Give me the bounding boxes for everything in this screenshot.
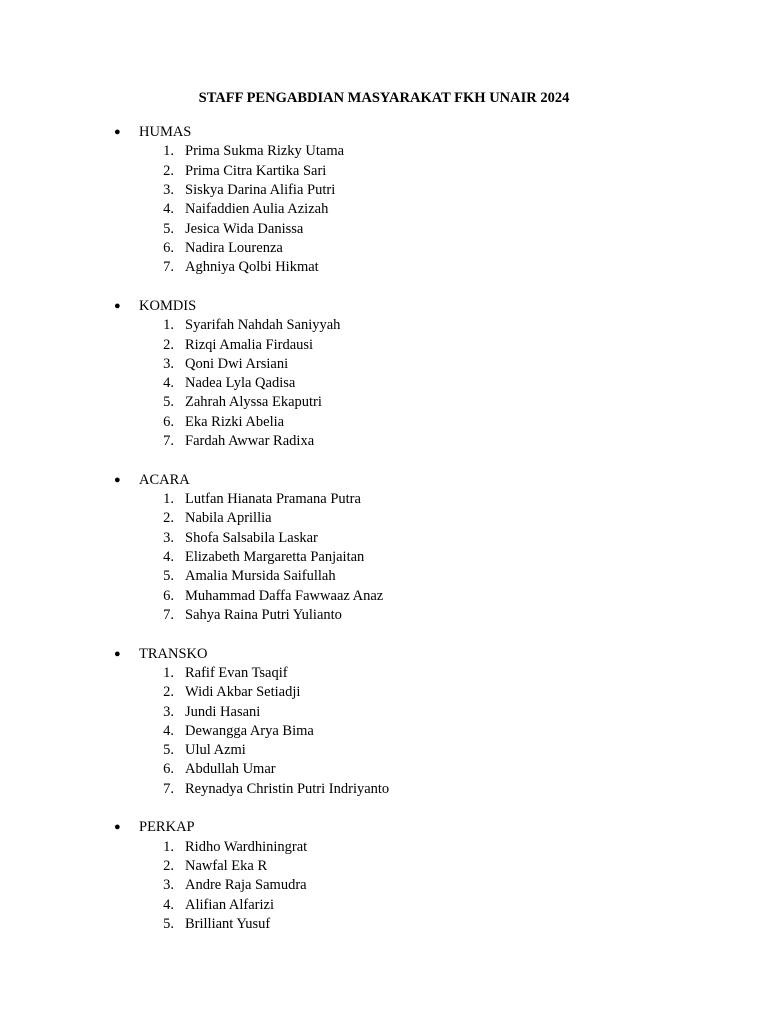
section-name: HUMAS: [139, 124, 192, 140]
list-item-number: 1.: [163, 664, 174, 681]
list-item-name: Sahya Raina Putri Yulianto: [185, 606, 342, 623]
section-perkap: [0, 818, 768, 934]
list-item: [0, 703, 768, 722]
list-item-number: 3.: [163, 529, 174, 546]
section-heading: [0, 123, 768, 142]
list-item: [0, 529, 768, 548]
list-item-name: Naifaddien Aulia Azizah: [185, 201, 329, 218]
list-item: [0, 355, 768, 374]
page-title: STAFF PENGABDIAN MASYARAKAT FKH UNAIR 2024: [198, 90, 570, 106]
list-item-number: 2.: [163, 858, 174, 875]
list-item-number: 4.: [163, 722, 174, 739]
list-item-name: Elizabeth Margaretta Panjaitan: [185, 549, 365, 565]
list-item-name: Nabila Aprillia: [185, 510, 272, 527]
section-komdis: [0, 297, 768, 451]
member-list: [0, 316, 768, 451]
list-item-number: 3.: [163, 355, 174, 372]
list-item-number: 4.: [163, 201, 174, 218]
list-item-number: 3.: [163, 181, 174, 198]
member-list: [0, 490, 768, 625]
list-item-name: Andre Raja Samudra: [185, 877, 307, 894]
bullet-icon: ●: [114, 299, 121, 312]
list-item-number: 7.: [163, 606, 174, 623]
list-item-name: Abdullah Umar: [185, 761, 276, 778]
list-item: [0, 876, 768, 895]
bullet-icon: ●: [114, 473, 121, 486]
list-item-number: 3.: [163, 877, 174, 894]
list-item: [0, 142, 768, 161]
list-item: [0, 722, 768, 741]
list-item-name: Reynadya Christin Putri Indriyanto: [185, 780, 390, 797]
list-item-number: 1.: [163, 317, 174, 334]
section-name: KOMDIS: [139, 297, 197, 314]
list-item-name: Brilliant Yusuf: [185, 916, 271, 933]
section-transko: [0, 645, 768, 799]
list-item-number: 5.: [163, 742, 174, 759]
list-item: [0, 509, 768, 528]
list-item-number: 4.: [163, 896, 174, 913]
list-item-number: 6.: [163, 587, 174, 604]
section-humas: [0, 123, 768, 277]
list-item-name: Syarifah Nahdah Saniyyah: [185, 317, 341, 334]
list-item-number: 7.: [163, 259, 174, 276]
list-item-name: Prima Citra Kartika Sari: [185, 162, 327, 179]
list-item-name: Ridho Wardhiningrat: [185, 838, 308, 855]
list-item-number: 5.: [163, 394, 174, 411]
list-item: [0, 200, 768, 219]
section-heading: [0, 818, 768, 837]
list-item-name: Alifian Alfarizi: [185, 896, 274, 913]
list-item: [0, 683, 768, 702]
list-item: [0, 587, 768, 606]
list-item: [0, 162, 768, 181]
list-item: [0, 780, 768, 799]
list-item-name: Aghniya Qolbi Hikmat: [185, 259, 319, 276]
list-item-number: 4.: [163, 549, 174, 565]
list-item: [0, 316, 768, 335]
list-item-name: Lutfan Hianata Pramana Putra: [185, 491, 361, 508]
member-list: [0, 664, 768, 799]
bullet-icon: ●: [114, 821, 121, 834]
section-heading: [0, 645, 768, 664]
list-item: [0, 490, 768, 509]
list-item-name: Rafif Evan Tsaqif: [185, 664, 288, 681]
member-list: [0, 142, 768, 277]
list-item: [0, 838, 768, 857]
list-item-name: Dewangga Arya Bima: [185, 722, 314, 739]
list-item: [0, 181, 768, 200]
list-item: [0, 857, 768, 876]
list-item-number: 2.: [163, 162, 174, 179]
list-item: [0, 896, 768, 915]
list-item: [0, 760, 768, 779]
list-item-name: Qoni Dwi Arsiani: [185, 355, 289, 372]
list-item-name: Ulul Azmi: [185, 742, 246, 759]
list-item-number: 6.: [163, 413, 174, 430]
list-item-name: Rizqi Amalia Firdausi: [185, 336, 314, 353]
list-item-number: 7.: [163, 433, 174, 450]
section-list: [0, 123, 768, 954]
list-item-number: 5.: [163, 220, 174, 237]
list-item-number: 2.: [163, 684, 174, 701]
list-item-number: 1.: [163, 491, 174, 508]
section-acara: [0, 471, 768, 625]
section-name: TRANSKO: [139, 645, 208, 662]
list-item: [0, 567, 768, 586]
list-item: [0, 741, 768, 760]
bullet-icon: ●: [114, 647, 121, 660]
list-item-name: Muhammad Daffa Fawwaaz Anaz: [185, 587, 384, 604]
list-item-name: Amalia Mursida Saifullah: [185, 568, 336, 585]
list-item-name: Nadea Lyla Qadisa: [185, 375, 296, 392]
list-item-number: 6.: [163, 761, 174, 778]
list-item: [0, 258, 768, 277]
list-item: [0, 374, 768, 393]
list-item: [0, 239, 768, 258]
list-item-name: Shofa Salsabila Laskar: [185, 529, 318, 546]
list-item-number: 7.: [163, 780, 174, 797]
list-item: [0, 413, 768, 432]
list-item: [0, 220, 768, 239]
section-name: PERKAP: [139, 819, 195, 836]
bullet-icon: ●: [114, 126, 121, 138]
list-item: [0, 432, 768, 451]
list-item-number: 2.: [163, 336, 174, 353]
list-item: [0, 336, 768, 355]
list-item-name: Jesica Wida Danissa: [185, 220, 304, 237]
section-heading: [0, 297, 768, 316]
list-item-name: Prima Sukma Rizky Utama: [185, 143, 345, 160]
list-item-name: Fardah Awwar Radixa: [185, 433, 315, 450]
list-item-number: 5.: [163, 916, 174, 933]
list-item-name: Nawfal Eka R: [185, 858, 268, 875]
list-item: [0, 915, 768, 934]
list-item-number: 6.: [163, 239, 174, 256]
list-item-number: 3.: [163, 703, 174, 720]
list-item: [0, 606, 768, 625]
list-item: [0, 548, 768, 567]
list-item-number: 5.: [163, 568, 174, 585]
list-item-number: 1.: [163, 838, 174, 855]
list-item-name: Siskya Darina Alifia Putri: [185, 181, 336, 198]
list-item: [0, 664, 768, 683]
list-item-number: 2.: [163, 510, 174, 527]
list-item-name: Widi Akbar Setiadji: [185, 684, 301, 701]
list-item-name: Eka Rizki Abelia: [185, 413, 285, 430]
list-item-name: Zahrah Alyssa Ekaputri: [185, 394, 322, 411]
list-item-number: 4.: [163, 375, 174, 392]
member-list: [0, 838, 768, 934]
section-name: ACARA: [139, 471, 190, 488]
list-item-number: 1.: [163, 143, 174, 160]
list-item: [0, 393, 768, 412]
list-item-name: Nadira Lourenza: [185, 239, 283, 256]
list-item-name: Jundi Hasani: [185, 703, 261, 720]
section-heading: [0, 471, 768, 490]
